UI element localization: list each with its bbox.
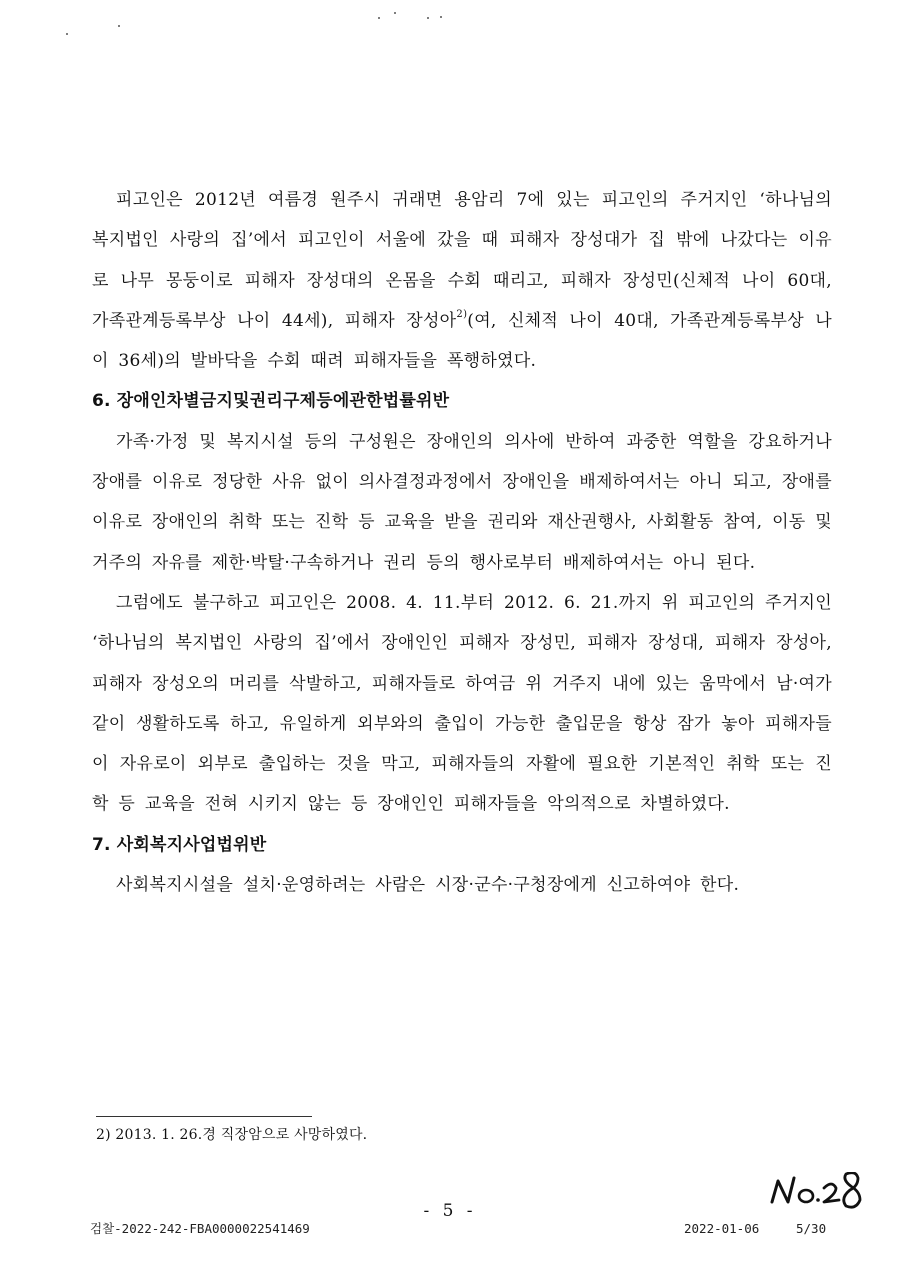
handwritten-page-note: [766, 1172, 866, 1212]
paragraph-assault: [92, 180, 832, 381]
footnote-divider: [96, 1116, 312, 1117]
document-body: [92, 180, 832, 905]
paragraph-assault-text: 피고인은 2012년 여름경 원주시 귀래면 용암리 7에 있는 피고인의 주거지인 ‘하나님의 복지법인 사랑의 집’에서 피고인이 서울에 갔을 때 피해자 장성대가 집 밖에 나갔다는 이유로 나무 몽둥이로 피해자 장성대의 온몸을 수회 때리고, 피해자 장성민(신체적 나이 60대, 가족관계등록부상 나이 44세), 피해자 장성아: [92, 190, 832, 331]
document-page-count: 5/30: [796, 1221, 827, 1236]
paragraph-assault-tail: (여, 신체적 나이 40대, 가족관계등록부상 나이 36세)의 발바닥을 수회 때려 피해자들을 폭행하였다.: [92, 310, 832, 372]
section-heading-6: 6. 장애인차별금지및권리구제등에관한법률위반: [92, 391, 450, 412]
paragraph-discrimination: 그럼에도 불구하고 피고인은 2008. 4. 11.부터 2012. 6. 21.까지 위 피고인의 주거지인 ‘하나님의 복지법인 사랑의 집’에서 장애인인 피해자 장성민, 피해자 장성대, 피해자 장성아, 피해자 장성오의 머리를 삭발하고, 피해자들로 하여금 위 거주지 내에 있는 움막에서 남·여가 같이 생활하도록 하고, 유일하게 외부와의 출입이 가능한 출입문을 항상 잠가 놓아 피해자들이 자유로이 외부로 출입하는 것을 막고, 피해자들의 자활에 필요한 기본적인 취학 또는 진학 등 교육을 전혀 시키지 않는 등 장애인인 피해자들을 악의적으로 차별하였다.: [92, 592, 832, 815]
document-date: 2022-01-06: [684, 1221, 760, 1236]
page-number: - 5 -: [423, 1201, 477, 1221]
footnote-reference: 2): [456, 308, 468, 320]
paragraph-law-provision: 가족·가정 및 복지시설 등의 구성원은 장애인의 의사에 반하여 과중한 역할을 강요하거나 장애를 이유로 정당한 사유 없이 의사결정과정에서 장애인을 배제하여서는 아니 되고, 장애를 이유로 장애인의 취학 또는 진학 등 교육을 받을 권리와 재산권행사, 사회활동 참여, 이동 및 거주의 자유를 제한·박탈·구속하거나 권리 등의 행사로부터 배제하여서는 아니 된다.: [92, 431, 832, 573]
document-id: 검찰-2022-242-FBA0000022541469: [90, 1221, 310, 1236]
footnote: 2) 2013. 1. 26.경 직장암으로 사망하였다.: [96, 1127, 368, 1143]
section-heading-7: 7. 사회복지사업법위반: [92, 834, 267, 855]
paragraph-social-welfare: 사회복지시설을 설치·운영하려는 사람은 시장·군수·구청장에게 신고하여야 한다.: [116, 875, 740, 896]
